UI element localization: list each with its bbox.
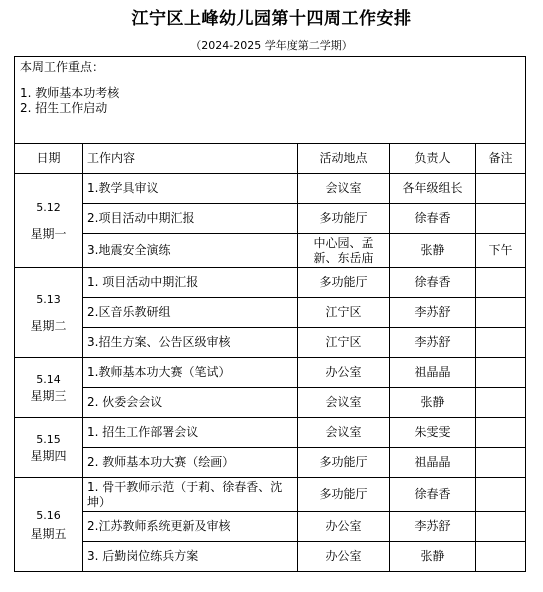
day-cell bbox=[15, 268, 83, 358]
header-date: 日期 bbox=[15, 144, 83, 174]
table-row bbox=[15, 358, 526, 388]
task-content: 3. 后勤岗位练兵方案 bbox=[83, 542, 298, 572]
header-content: 工作内容 bbox=[83, 144, 298, 174]
task-note bbox=[476, 174, 526, 204]
task-person: 各年级组长 bbox=[390, 174, 476, 204]
table-row bbox=[15, 328, 526, 358]
task-note bbox=[476, 328, 526, 358]
task-place: 办公室 bbox=[298, 358, 390, 388]
header-note: 备注 bbox=[476, 144, 526, 174]
task-note bbox=[476, 478, 526, 512]
day-weekday: 星期五 bbox=[30, 526, 67, 541]
focus-heading: 本周工作重点： bbox=[20, 60, 105, 74]
task-note bbox=[476, 268, 526, 298]
header-person: 负责人 bbox=[390, 144, 476, 174]
task-content: 2.区音乐教研组 bbox=[83, 298, 298, 328]
page-title: 江宁区上峰幼儿园第十四周工作安排 bbox=[131, 9, 412, 29]
task-note bbox=[476, 388, 526, 418]
task-person: 朱雯雯 bbox=[390, 418, 476, 448]
task-place: 江宁区 bbox=[298, 298, 390, 328]
focus-row bbox=[15, 57, 526, 144]
task-note bbox=[476, 418, 526, 448]
task-person: 张静 bbox=[390, 388, 476, 418]
task-person: 祖晶晶 bbox=[390, 358, 476, 388]
day-date: 5.12 bbox=[36, 200, 61, 214]
page-subtitle: （2024-2025 学年度第二学期） bbox=[190, 39, 353, 52]
task-person: 李苏舒 bbox=[390, 512, 476, 542]
day-date: 5.13 bbox=[36, 292, 61, 306]
task-place: 多功能厅 bbox=[298, 478, 390, 512]
task-content: 1.教学具审议 bbox=[83, 174, 298, 204]
task-place: 会议室 bbox=[298, 388, 390, 418]
task-place: 江宁区 bbox=[298, 328, 390, 358]
focus-item: 2. 招生工作启动 bbox=[20, 101, 108, 115]
task-place: 多功能厅 bbox=[298, 268, 390, 298]
day-date: 5.15 bbox=[36, 432, 61, 446]
table-row bbox=[15, 478, 526, 512]
table-row bbox=[15, 512, 526, 542]
schedule-table bbox=[14, 56, 526, 572]
task-place: 会议室 bbox=[298, 418, 390, 448]
header-place: 活动地点 bbox=[298, 144, 390, 174]
focus-cell bbox=[15, 57, 526, 144]
table-row bbox=[15, 268, 526, 298]
task-place: 办公室 bbox=[298, 542, 390, 572]
task-note bbox=[476, 512, 526, 542]
task-content: 1. 项目活动中期汇报 bbox=[83, 268, 298, 298]
task-note bbox=[476, 542, 526, 572]
table-row bbox=[15, 542, 526, 572]
day-cell bbox=[15, 478, 83, 572]
day-cell bbox=[15, 418, 83, 478]
task-note bbox=[476, 204, 526, 234]
day-weekday: 星期二 bbox=[30, 318, 67, 333]
task-content: 1.教师基本功大赛（笔试） bbox=[83, 358, 298, 388]
header-row bbox=[15, 144, 526, 174]
day-cell bbox=[15, 174, 83, 268]
task-person: 徐春香 bbox=[390, 478, 476, 512]
task-place: 会议室 bbox=[298, 174, 390, 204]
focus-item: 1. 教师基本功考核 bbox=[20, 86, 120, 100]
day-cell bbox=[15, 358, 83, 418]
day-weekday: 星期一 bbox=[30, 226, 67, 241]
task-content: 1. 骨干教师示范（于莉、徐春香、沈坤） bbox=[83, 478, 298, 512]
task-content: 1. 招生工作部署会议 bbox=[83, 418, 298, 448]
task-person: 张静 bbox=[390, 234, 476, 268]
task-content: 2.江苏教师系统更新及审核 bbox=[83, 512, 298, 542]
task-person: 徐春香 bbox=[390, 268, 476, 298]
task-content: 3.招生方案、公告区级审核 bbox=[83, 328, 298, 358]
day-date: 5.16 bbox=[36, 508, 61, 522]
task-content: 2.项目活动中期汇报 bbox=[83, 204, 298, 234]
task-content: 2. 伙委会会议 bbox=[83, 388, 298, 418]
table-row bbox=[15, 204, 526, 234]
task-person: 李苏舒 bbox=[390, 298, 476, 328]
task-note bbox=[476, 448, 526, 478]
table-row bbox=[15, 418, 526, 448]
task-place: 多功能厅 bbox=[298, 448, 390, 478]
task-person: 祖晶晶 bbox=[390, 448, 476, 478]
day-weekday: 星期四 bbox=[30, 448, 67, 463]
task-place: 中心园、孟新、东岳庙 bbox=[298, 234, 390, 268]
task-note bbox=[476, 358, 526, 388]
task-content: 3.地震安全演练 bbox=[83, 234, 298, 268]
table-row bbox=[15, 174, 526, 204]
task-person: 徐春香 bbox=[390, 204, 476, 234]
task-note bbox=[476, 298, 526, 328]
task-content: 2. 教师基本功大赛（绘画） bbox=[83, 448, 298, 478]
table-row bbox=[15, 388, 526, 418]
table-row bbox=[15, 234, 526, 268]
task-note: 下午 bbox=[476, 234, 526, 268]
table-row bbox=[15, 298, 526, 328]
task-place: 多功能厅 bbox=[298, 204, 390, 234]
day-weekday: 星期三 bbox=[30, 388, 67, 403]
day-date: 5.14 bbox=[36, 372, 61, 386]
task-person: 张静 bbox=[390, 542, 476, 572]
task-person: 李苏舒 bbox=[390, 328, 476, 358]
task-place: 办公室 bbox=[298, 512, 390, 542]
table-row bbox=[15, 448, 526, 478]
